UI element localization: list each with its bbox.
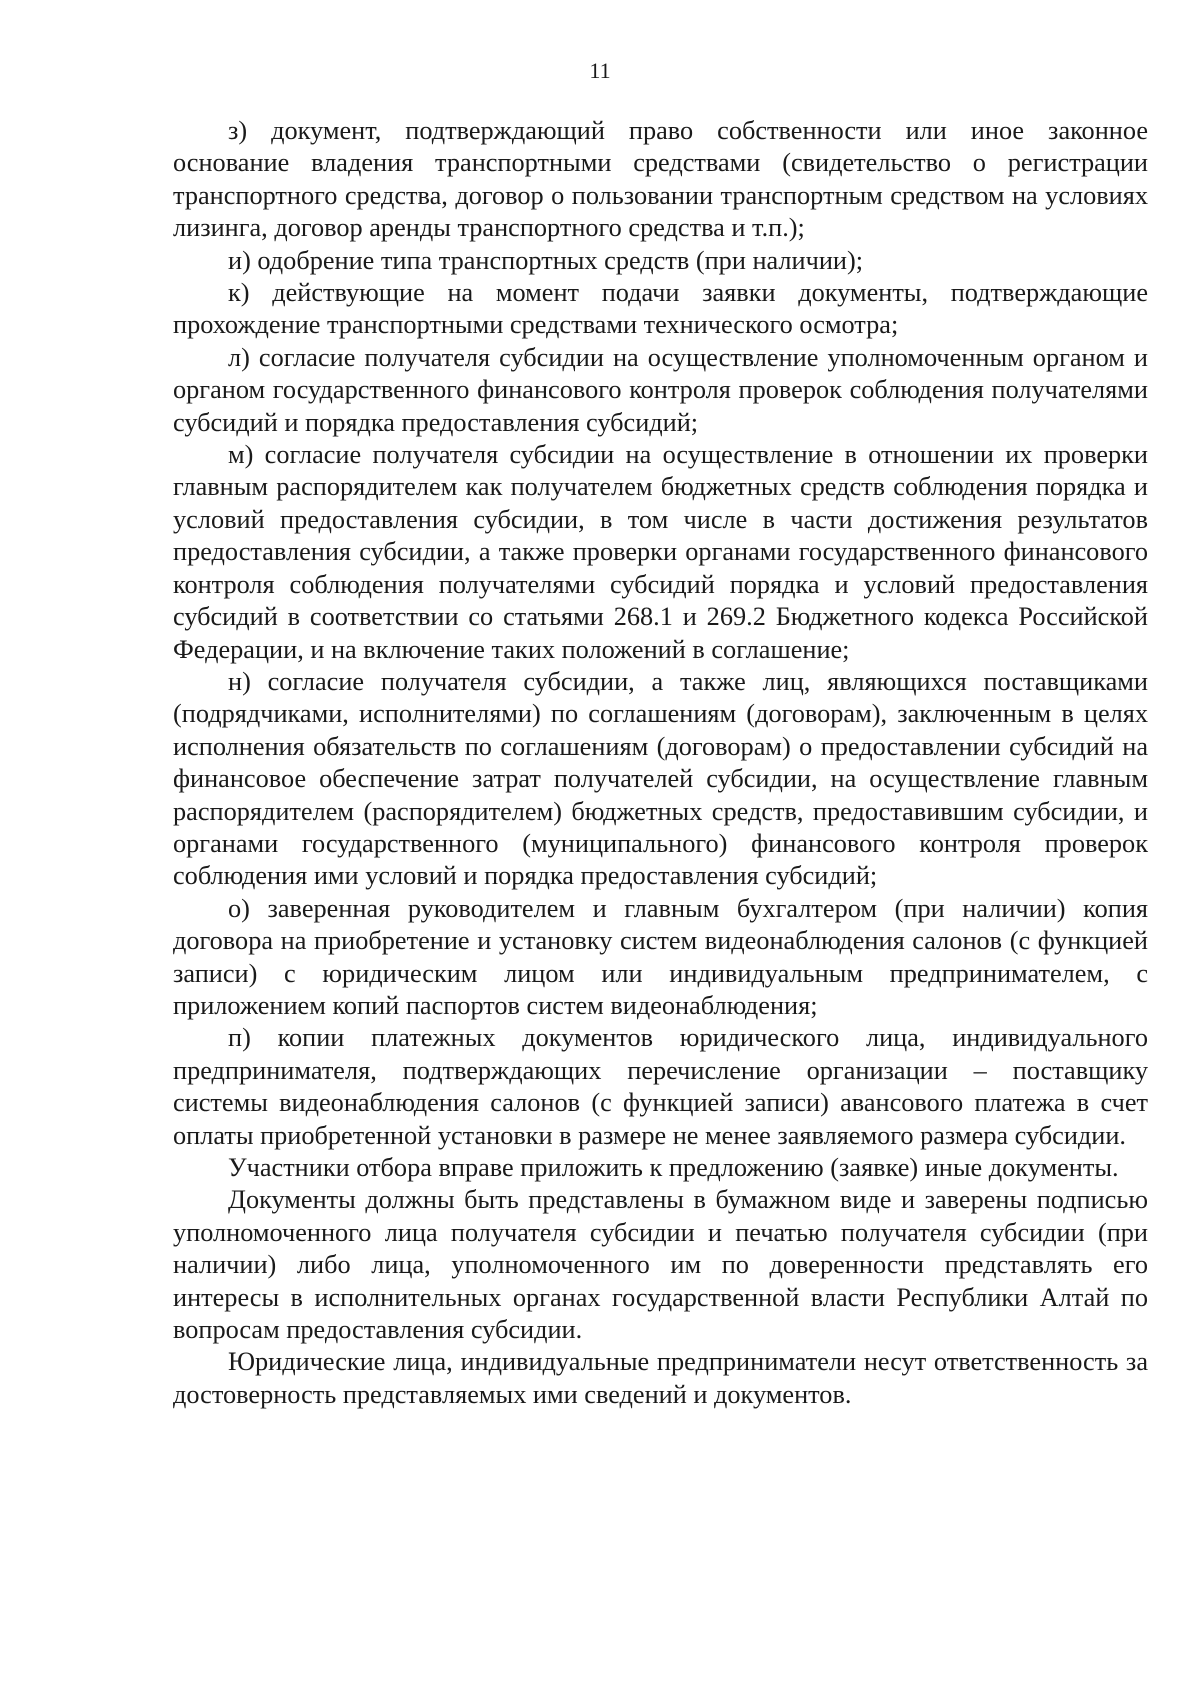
paragraph-participants: Участники отбора вправе приложить к предложению (заявке) иные документы. [228, 1153, 1119, 1182]
page-number: 11 [589, 58, 611, 83]
paragraph-i: и) одобрение типа транспортных средств (при наличии); [228, 245, 864, 275]
paragraph-z: з) документ, подтверждающий право собственности или иное законное основание владения транспортными средствами (свидетельство о регистрации транспортного средства, договор о пользовании транспортным средством на условиях лизинга, договор аренды транспортного средства и т.п.); [173, 116, 1148, 243]
paragraph-p: п) копии платежных документов юридического лица, индивидуального предпринимателя, подтверждающих перечисление организации – поставщику системы видеонаблюдения салонов (с функцией записи) авансового платежа в счет оплаты приобретенной установки в размере не менее заявляемого размера субсидии. [173, 1023, 1148, 1150]
paragraph-documents: Документы должны быть представлены в бумажном виде и заверены подписью уполномоченного лица получателя субсидии и печатью получателя субсидии (при наличии) либо лица, уполномоченного им по доверенности представлять его интересы в исполнительных органах государственной власти Республики Алтай по вопросам предоставления субсидии. [173, 1185, 1148, 1345]
paragraph-k: к) действующие на момент подачи заявки документы, подтверждающие прохождение транспортными средствами технического осмотра; [173, 278, 1148, 340]
paragraph-responsibility: Юридические лица, индивидуальные предприниматели несут ответственность за достоверность представляемых ими сведений и документов. [173, 1347, 1148, 1409]
paragraph-o: о) заверенная руководителем и главным бухгалтером (при наличии) копия договора на приобретение и установку систем видеонаблюдения салонов (с функцией записи) с юридическим лицом или индивидуальным предпринимателем, с приложением копий паспортов систем видеонаблюдения; [173, 893, 1148, 1020]
paragraph-n: н) согласие получателя субсидии, а также лиц, являющихся поставщиками (подрядчиками, исполнителями) по соглашениям (договорам), заключенным в целях исполнения обязательств по соглашениям (договорам) о предоставлении субсидий на финансовое обеспечение затрат получателей субсидии, на осуществление главным распорядителем (распорядителем) бюджетных средств, предоставившим субсидии, и органами государственного (муниципального) финансового контроля проверок соблюдения ими условий и порядка предоставления субсидий; [173, 666, 1148, 891]
document-body [173, 115, 1148, 1411]
paragraph-l: л) согласие получателя субсидии на осуществление уполномоченным органом и органом государственного финансового контроля проверок соблюдения получателями субсидий и порядка предоставления субсидий; [173, 342, 1148, 437]
paragraph-m: м) согласие получателя субсидии на осуществление в отношении их проверки главным распорядителем как получателем бюджетных средств соблюдения порядка и условий предоставления субсидии, в том числе в части достижения результатов предоставления субсидии, а также проверки органами государственного финансового контроля соблюдения получателями субсидий порядка и условий предоставления субсидий в соответствии со статьями 268.1 и 269.2 Бюджетного кодекса Российской Федерации, и на включение таких положений в соглашение; [173, 440, 1148, 664]
